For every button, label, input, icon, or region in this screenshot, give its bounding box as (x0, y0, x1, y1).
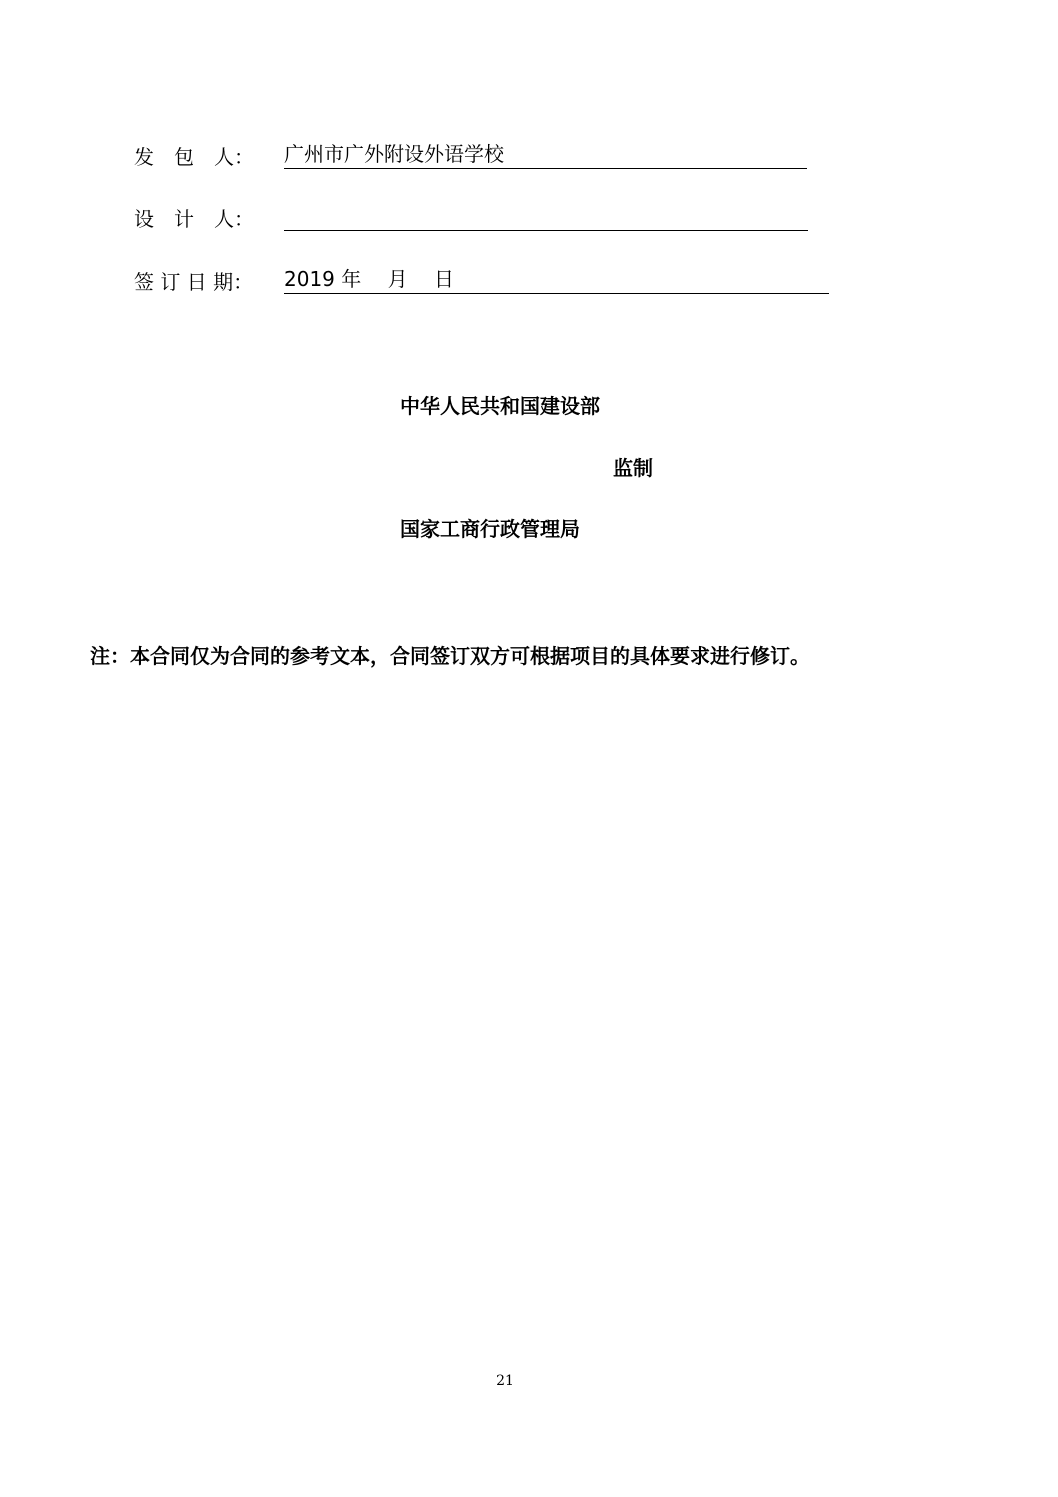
designer-label: 设 计 人： (134, 207, 254, 231)
issuer-ministry: 中华人民共和国建设部 (400, 394, 600, 418)
contract-note: 注：本合同仅为合同的参考文本，合同签订双方可根据项目的具体要求进行修订。 (90, 644, 810, 668)
issuer-supervise-label: 监制 (613, 456, 653, 480)
contractor-value: 广州市广外附设外语学校 (284, 141, 807, 169)
issuer-bureau: 国家工商行政管理局 (400, 517, 580, 541)
sign-date-label: 签 订 日 期： (134, 270, 254, 294)
designer-value (284, 203, 808, 231)
page-number: 21 (496, 1373, 514, 1389)
sign-date-value: 2019 年 月 日 (284, 266, 829, 294)
contractor-label: 发 包 人： (134, 145, 254, 169)
